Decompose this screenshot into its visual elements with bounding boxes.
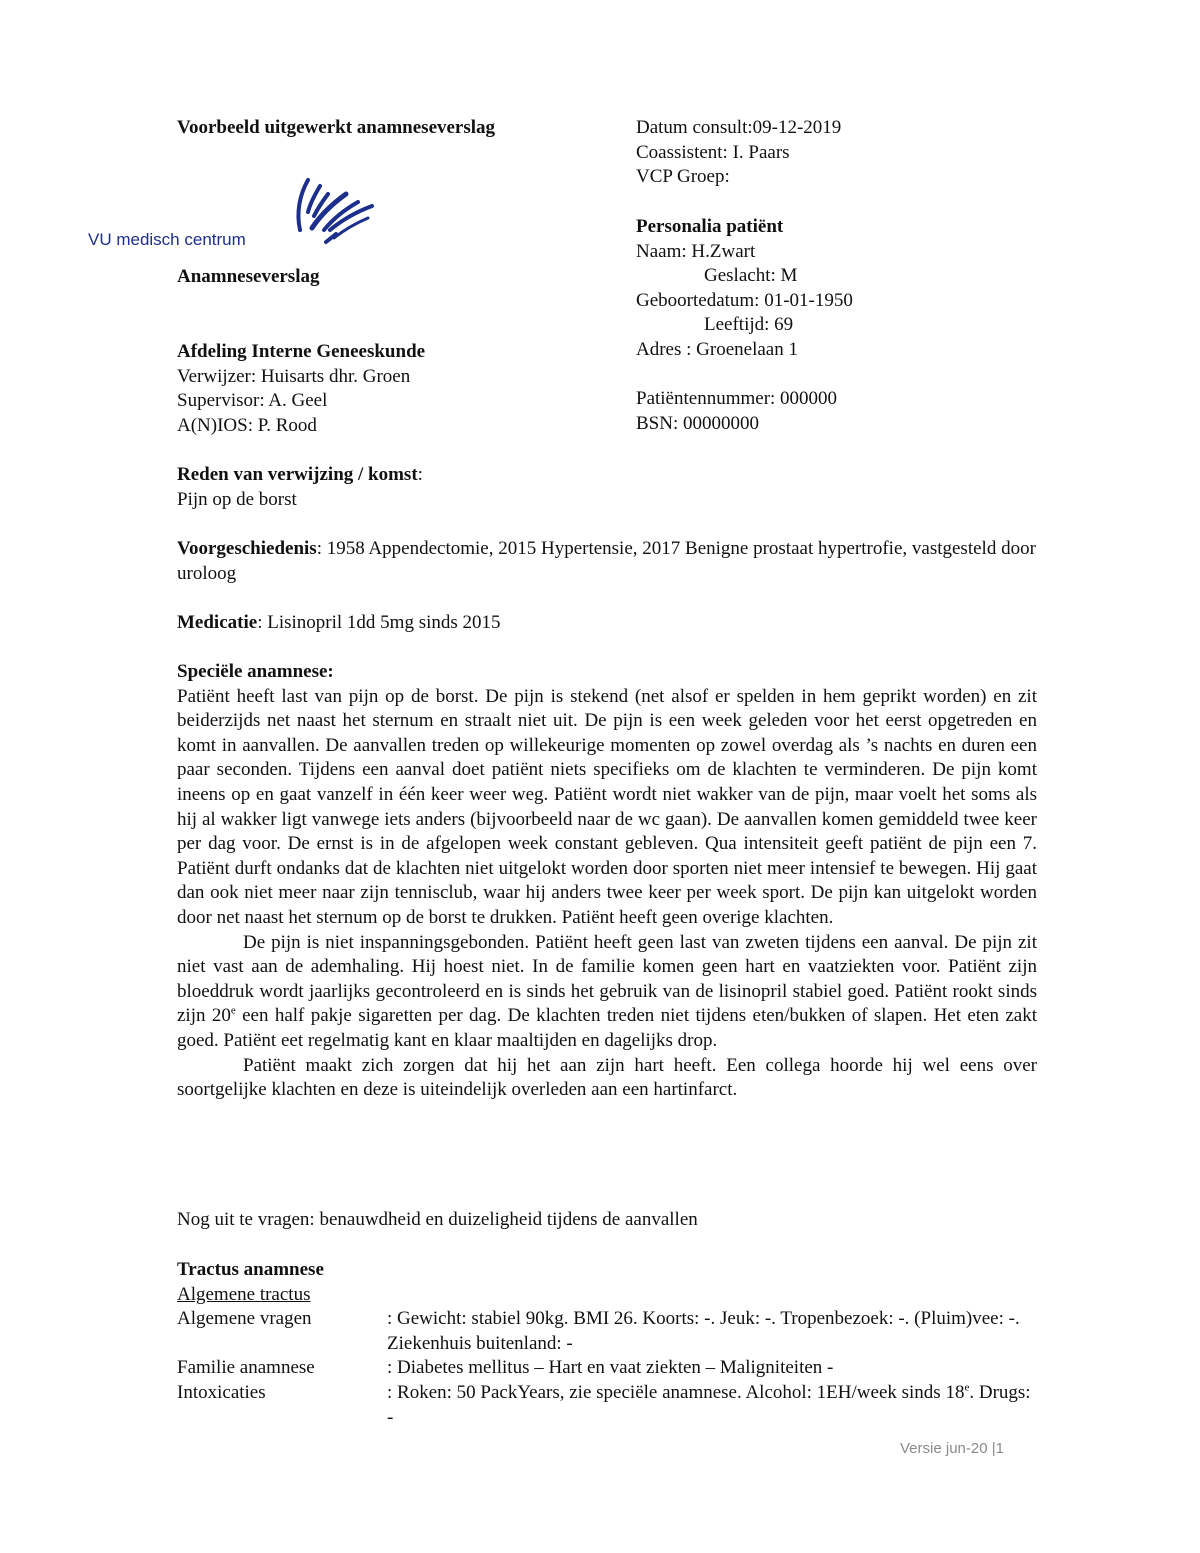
tractus-row-value: : Diabetes mellitus – Hart en vaat ziekten – Maligniteiten - [387,1357,834,1379]
personalia-block [636,215,853,363]
patient-nummer: Patiëntennummer: 000000 [636,388,838,409]
verwijzer: Verwijzer: Huisarts dhr. Groen [177,365,411,387]
voorgeschiedenis-text: : 1958 Appendectomie, 2015 Hypertensie, 2017 Benigne prostaat hypertrofie, vastgesteld door uroloog [177,538,1036,584]
tractus-row-label: Intoxicaties [177,1381,266,1403]
patient-bsn: BSN: 00000000 [636,412,759,434]
patient-naam: Naam: H.Zwart [636,240,756,262]
voorgeschiedenis-block [177,537,1037,586]
consult-date-value: 09-12-2019 [752,117,842,138]
patient-adres: Adres : Groenelaan 1 [636,338,798,360]
speciele-paragraph-3: Patiënt maakt zich zorgen dat hij het aan zijn hart heeft. Een collega hoorde hij wel eens over soortgelijke klachten en deze is uiteindelijk overleden aan een hartinfarct. [177,1054,1037,1101]
consult-date-label: Datum consult: [636,117,753,138]
intox-value-part-a: : Roken: 50 PackYears, zie speciële anamnese. Alcohol: 1EH/week sinds 18 [387,1381,965,1403]
speciele-anamnese-heading: Speciële anamnese: [177,661,334,682]
personalia-heading: Personalia patiënt [636,216,784,237]
patient-ids [636,387,837,436]
tractus-row-label: Familie anamnese [177,1357,315,1379]
consult-info [636,116,841,190]
speciele-paragraph-1: Patiënt heeft last van pijn op de borst. De pijn is stekend (net alsof er spelden in hem geprikt worden) en zit beiderzijds net naast het sternum en straalt niet uit. De pijn is een week geleden voor het eerst opgetreden en komt in aanvallen. De aanvallen treden op willekeurige momenten op zowel overdag als ’s nachts en duren een paar seconden. Tijdens een aanval doet patiënt niets specifieks om de klachten te verminderen. De pijn komt ineens op en gaat vanzelf in één keer weer weg. Patiënt wordt niet wakker van de pijn, maar voelt het soms als hij al wakker ligt vanwege iets anders (bijvoorbeeld naar de wc gaan). De aanvallen komen gemiddeld twee keer per dag voor. De ernst is in de afgelopen week constant gebleven. Qua intensiteit geeft patiënt de pijn een 7. Patiënt durft ondanks dat de klachten niet uitgelokt worden door sporten niet meer intensief te bewegen. Hij gaat dan ook niet meer naar zijn tennisclub, waar hij anders twee keer per week sport. De pijn kan uitgelokt worden door net naast het sternum op de borst te drukken. Patiënt heeft geen overige klachten. [177,685,1037,928]
speciele-anamnese-block [177,660,1037,1103]
report-heading: Anamneseverslag [177,266,320,287]
reden-label: Reden van verwijzing / komst [177,464,418,485]
vumc-logo-mark-icon [288,172,383,252]
consult-date [636,116,841,141]
afdeling-block [177,340,425,438]
coassistent: Coassistent: I. Paars [636,141,790,163]
medicatie-block [177,611,1037,636]
speciele-paragraph-2 [177,931,1037,1054]
intox-value-part-b: . Drugs: - [387,1381,1031,1428]
patient-geboortedatum: Geboortedatum: 01-01-1950 [636,289,853,311]
tractus-row [177,1307,1037,1356]
vumc-logo [88,172,388,254]
reden-text: Pijn op de borst [177,488,297,510]
anios: A(N)IOS: P. Rood [177,414,317,436]
medicatie-label: Medicatie [177,612,258,633]
speciele-paragraph-2-part-b: een half pakje sigaretten per dag. De klachten treden niet tijdens eten/bukken of slapen. Het eten zakt goed. Patiënt eet regelmatig kant en klaar maaltijden en dagelijks drop. [177,1005,1037,1051]
tractus-row-value [387,1381,1037,1430]
logo-text: VU medisch centrum [88,230,246,249]
speciele-paragraph-2-part-a: De pijn is niet inspanningsgebonden. Patiënt heeft geen last van zweten tijdens een aanval. De pijn zit niet vast aan de ademhaling. Hij hoest niet. In de familie komen geen hart en vaatziekten voor. Patiënt zijn bloeddruk wordt jaarlijks gecontroleerd en is sinds het gebruik van de lisinopril stabiel goed. Patiënt rookt sinds zijn 20 [177,931,1037,1027]
reden-heading [177,463,423,488]
reden-block [177,463,423,512]
voorgeschiedenis-label: Voorgeschiedenis [177,538,317,559]
document-title: Voorbeeld uitgewerkt anamneseverslag [177,117,496,138]
vcp-groep: VCP Groep: [636,166,730,188]
speciele-paragraph-2-sup: e [230,1004,236,1017]
patient-geslacht: Geslacht: M [704,265,798,287]
tractus-row [177,1356,1037,1381]
medicatie-text: : Lisinopril 1dd 5mg sinds 2015 [257,612,501,633]
patient-leeftijd: Leeftijd: 69 [704,314,794,336]
tractus-subheading: Algemene tractus [177,1283,311,1305]
nog-uit-te-vragen: Nog uit te vragen: benauwdheid en duizeligheid tijdens de aanvallen [177,1209,698,1230]
intox-value-sup: e [964,1381,970,1394]
tractus-row-value: : Gewicht: stabiel 90kg. BMI 26. Koorts: -. Jeuk: -. Tropenbezoek: -. (Pluim)vee: -. Ziekenhuis buitenland: - [387,1308,1020,1354]
afdeling-heading: Afdeling Interne Geneeskunde [177,341,426,362]
reden-colon: : [417,464,423,485]
tractus-block [177,1258,1037,1430]
tractus-row-label: Algemene vragen [177,1308,312,1330]
supervisor: Supervisor: A. Geel [177,390,328,412]
tractus-heading: Tractus anamnese [177,1259,324,1280]
page-footer: Versie jun-20 |1 [900,1440,1004,1457]
tractus-row-intoxicaties [177,1381,1037,1430]
